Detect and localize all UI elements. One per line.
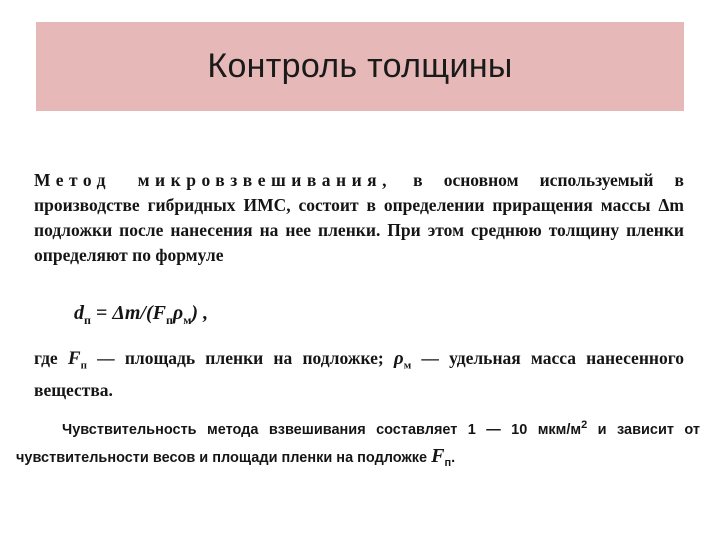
formula-rho: ρ <box>172 302 184 324</box>
title-banner <box>36 22 684 111</box>
mass-definition: — удельная масса нанесенного вещества. <box>34 348 685 400</box>
sensitivity-end: . <box>451 449 456 466</box>
formula-end: ) , <box>191 302 209 324</box>
area-definition: — площадь пленки на подложке; <box>86 348 394 368</box>
formula-rho-sub: м <box>183 313 192 327</box>
paragraph-definitions <box>34 346 684 402</box>
formula-eq: = Δm/(F <box>90 302 166 324</box>
sensitivity-text: Чувствительность метода взвешивания составляет 1 — 10 мкм/м <box>62 421 582 438</box>
paragraph-method <box>34 168 684 268</box>
formula-lhs-sub: п <box>84 313 91 327</box>
method-name: Метод микровзвешивания, <box>34 170 393 190</box>
sensitivity-symbol-f-sub: п <box>444 456 452 469</box>
symbol-rho-sub: м <box>403 359 412 372</box>
symbol-f: F <box>67 348 81 369</box>
sensitivity-dependence: и зависит от чувствительности весов и площади пленки на подложке <box>16 421 700 466</box>
paragraph-sensitivity <box>16 412 700 476</box>
sensitivity-symbol-f: F <box>431 444 445 467</box>
thickness-formula <box>74 302 208 328</box>
symbol-rho: ρ <box>393 348 404 369</box>
sensitivity-sup: 2 <box>581 419 588 431</box>
slide-title: Контроль толщины <box>207 47 513 85</box>
where-text: где <box>34 348 68 368</box>
symbol-f-sub: п <box>80 359 87 372</box>
method-description: в основном используемый в производстве гибридных ИМС, состоит в определении приращения массы Δm подложки после нанесения на нее пленки. При этом среднюю толщину пленки определяют по формуле <box>34 170 684 265</box>
formula-f-sub: п <box>165 313 173 327</box>
formula-lhs: d <box>74 302 84 324</box>
